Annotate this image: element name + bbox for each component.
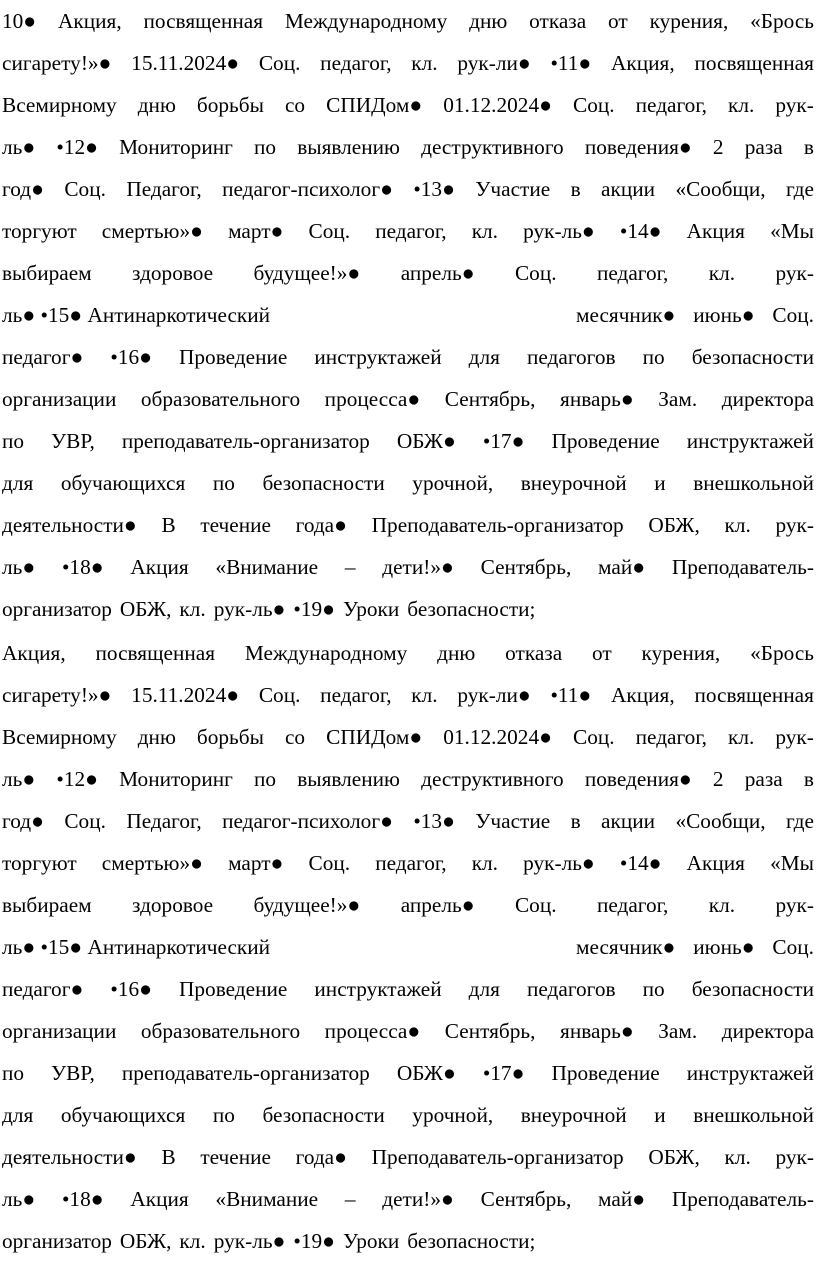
word: педагог, <box>635 93 707 117</box>
word: по <box>642 977 665 1001</box>
word: педагог, <box>320 683 392 707</box>
word: инструктажей <box>686 1061 814 1085</box>
text-line <box>2 378 814 420</box>
word: ль● <box>2 1187 36 1211</box>
word: •12● <box>56 135 98 159</box>
word: Соц. <box>258 51 301 75</box>
word: Соц. <box>308 851 351 875</box>
word: Международному <box>284 9 448 33</box>
word: Соц. <box>573 725 615 749</box>
word: Акция, <box>611 683 675 707</box>
word: курения, <box>641 641 721 665</box>
text-line <box>2 1178 814 1220</box>
word: педагог-психолог● <box>222 809 393 833</box>
word: со <box>284 725 306 749</box>
word: апрель● <box>400 261 475 285</box>
word: сигарету!»● <box>2 51 112 75</box>
word: кл. <box>724 513 751 537</box>
word: преподаватель-организатор <box>121 1061 370 1085</box>
word: для <box>468 977 500 1001</box>
word: организатор <box>2 597 112 621</box>
word: педагог, <box>635 725 707 749</box>
word: директора <box>721 1019 814 1043</box>
word: внеурочной <box>520 471 627 495</box>
word: «Мы <box>770 851 814 875</box>
word: педагогов <box>526 977 616 1001</box>
word: Проведение <box>551 1061 660 1085</box>
word: педагог, <box>320 51 392 75</box>
word: Преподаватель-организатор <box>371 513 624 537</box>
word: 01.12.2024● <box>443 725 552 749</box>
word: акции <box>601 809 656 833</box>
word: «Сообщи, <box>675 177 766 201</box>
word: сигарету!»● <box>2 683 112 707</box>
word: поведения● <box>584 135 692 159</box>
word: рук-ли● <box>457 51 531 75</box>
word: выявлению <box>297 135 400 159</box>
word: «Сообщи, <box>675 809 766 833</box>
word: Соц. <box>308 219 351 243</box>
word: рук- <box>775 261 814 285</box>
word: – <box>344 555 356 579</box>
word: 10● <box>2 9 37 33</box>
word: внешкольной <box>693 471 814 495</box>
word: Соц. <box>64 809 106 833</box>
word: инструктажей <box>314 977 442 1001</box>
word: в <box>570 809 581 833</box>
text-line <box>2 1220 814 1262</box>
word: акции <box>601 177 656 201</box>
word: •17● <box>482 429 525 453</box>
word: ОБЖ● <box>396 429 456 453</box>
text-line <box>2 842 814 884</box>
text-line <box>2 168 814 210</box>
text-line <box>2 716 814 758</box>
word: будущее!»● <box>253 893 361 917</box>
line-left-text: ль● •15● Антинаркотический <box>2 935 271 959</box>
word: Акция, <box>611 51 675 75</box>
word: рук- <box>775 513 814 537</box>
word: раза <box>744 135 783 159</box>
word: безопасности <box>262 1103 385 1127</box>
word: кл. <box>708 893 736 917</box>
word: Соц. <box>64 177 106 201</box>
text-line <box>2 210 814 252</box>
word: организатор <box>2 1229 112 1253</box>
word: июнь● <box>693 935 755 959</box>
text-line <box>2 632 814 674</box>
word: Мониторинг <box>119 767 233 791</box>
word: деятельности● <box>2 1145 137 1169</box>
word: безопасности <box>691 977 814 1001</box>
word: Уроки <box>343 1229 400 1253</box>
word: педагог● <box>2 977 84 1001</box>
word: по <box>2 1061 25 1085</box>
word: «Внимание <box>215 555 319 579</box>
word: урочной, <box>412 471 494 495</box>
word: ль● <box>2 767 36 791</box>
word: посвященная <box>694 51 814 75</box>
word: Всемирному <box>2 725 117 749</box>
word: Соц. <box>258 683 301 707</box>
word: Уроки <box>343 597 400 621</box>
word: педагог, <box>375 219 447 243</box>
word: в <box>803 135 814 159</box>
word: ль● <box>2 555 36 579</box>
word: педагог● <box>2 345 84 369</box>
word: смертью»● <box>101 851 203 875</box>
word: внеурочной <box>520 1103 627 1127</box>
word: будущее!»● <box>253 261 361 285</box>
word: по <box>2 429 25 453</box>
text-line <box>2 1136 814 1178</box>
word: рук-ли● <box>457 683 531 707</box>
word: для <box>2 1103 34 1127</box>
word: кл. <box>411 683 438 707</box>
word: рук- <box>775 725 814 749</box>
text-line <box>2 674 814 716</box>
word: безопасности; <box>407 597 536 621</box>
line-left-text: ль● •15● Антинаркотический <box>2 303 271 327</box>
word: «Мы <box>770 219 814 243</box>
word: Педагог, <box>126 177 202 201</box>
word: раза <box>744 767 783 791</box>
word: рук-ль● <box>523 851 595 875</box>
word: Всемирному <box>2 93 117 117</box>
text-line <box>2 84 814 126</box>
word: Сентябрь, <box>480 555 572 579</box>
word: дню <box>469 9 508 33</box>
word: Проведение <box>551 429 660 453</box>
word: от <box>592 641 612 665</box>
word: кл. <box>471 219 498 243</box>
text-line <box>2 1010 814 1052</box>
word: 15.11.2024● <box>131 683 240 707</box>
word: Соц. <box>514 261 557 285</box>
word: •18● <box>61 1187 104 1211</box>
word: посвященная <box>694 683 814 707</box>
word: здоровое <box>132 261 214 285</box>
word: Зам. <box>658 387 698 411</box>
word: •16● <box>110 345 152 369</box>
word: Соц. <box>514 893 557 917</box>
word: май● <box>598 555 646 579</box>
text-line <box>2 294 814 336</box>
word: Акция, <box>2 641 66 665</box>
word: где <box>785 177 814 201</box>
word: Соц. <box>573 93 615 117</box>
word: •11● <box>550 683 592 707</box>
word: «Брось <box>750 641 814 665</box>
word: УВР, <box>51 429 95 453</box>
word: Соц. <box>772 303 814 327</box>
word: 2 <box>712 135 724 159</box>
word: борьбы <box>196 93 264 117</box>
word: «Внимание <box>215 1187 319 1211</box>
word: здоровое <box>132 893 214 917</box>
word: течение <box>200 1145 271 1169</box>
word: дню <box>137 93 176 117</box>
word: •13● <box>413 809 455 833</box>
word: Акция <box>686 219 745 243</box>
word: •14● <box>619 219 662 243</box>
word: Преподаватель- <box>671 555 814 579</box>
word: течение <box>200 513 271 537</box>
word: Проведение <box>179 977 288 1001</box>
word: где <box>785 809 814 833</box>
word: образовательного <box>140 1019 301 1043</box>
word: Зам. <box>658 1019 698 1043</box>
word: со <box>284 93 306 117</box>
word: по <box>254 767 277 791</box>
word: обучающихся <box>60 471 186 495</box>
word: педагог, <box>375 851 447 875</box>
word: рук- <box>775 93 814 117</box>
word: январь● <box>560 1019 634 1043</box>
word: инструктажей <box>314 345 442 369</box>
word: март● <box>228 219 284 243</box>
word: май● <box>598 1187 646 1211</box>
word: педагог, <box>596 261 669 285</box>
text-line <box>2 252 814 294</box>
text-line <box>2 884 814 926</box>
word: год● <box>2 809 44 833</box>
word: Проведение <box>179 345 288 369</box>
word: месячник● <box>576 303 676 327</box>
word: борьбы <box>196 725 264 749</box>
word: рук-ль● <box>523 219 595 243</box>
word: Мониторинг <box>119 135 233 159</box>
word: Акция <box>130 555 189 579</box>
word: по <box>254 135 277 159</box>
word: по <box>642 345 665 369</box>
text-line <box>2 926 814 968</box>
word: июнь● <box>693 303 755 327</box>
word: кл. <box>179 1229 206 1253</box>
word: по <box>212 471 235 495</box>
word: СПИДом● <box>326 93 423 117</box>
word: ОБЖ, <box>648 1145 700 1169</box>
line-right-text <box>576 926 814 968</box>
word: – <box>344 1187 356 1211</box>
text-line <box>2 968 814 1010</box>
word: рук-ль● <box>213 597 286 621</box>
word: организации <box>2 387 117 411</box>
word: безопасности; <box>407 1229 536 1253</box>
text-line <box>2 800 814 842</box>
word: курения, <box>649 9 729 33</box>
word: •13● <box>413 177 455 201</box>
word: март● <box>228 851 284 875</box>
word: Соц. <box>772 935 814 959</box>
word: поведения● <box>584 767 692 791</box>
word: ОБЖ, <box>119 597 172 621</box>
word: УВР, <box>51 1061 95 1085</box>
text-line <box>2 336 814 378</box>
word: кл. <box>724 1145 751 1169</box>
word: Акция <box>130 1187 189 1211</box>
word: обучающихся <box>60 1103 186 1127</box>
word: 01.12.2024● <box>443 93 552 117</box>
word: В <box>161 513 176 537</box>
word: внешкольной <box>693 1103 814 1127</box>
word: ОБЖ, <box>648 513 700 537</box>
word: безопасности <box>262 471 385 495</box>
text-line <box>2 420 814 462</box>
word: Акция, <box>58 9 122 33</box>
word: года● <box>295 1145 348 1169</box>
word: дню <box>437 641 476 665</box>
word: Педагог, <box>126 809 202 833</box>
word: деструктивного <box>421 135 564 159</box>
word: Преподаватель-организатор <box>371 1145 624 1169</box>
word: •12● <box>56 767 98 791</box>
word: педагогов <box>526 345 616 369</box>
word: •14● <box>619 851 662 875</box>
word: кл. <box>728 725 755 749</box>
word: рук- <box>775 1145 814 1169</box>
word: от <box>608 9 628 33</box>
word: торгуют <box>2 851 77 875</box>
word: ль● <box>2 135 36 159</box>
word: кл. <box>728 93 755 117</box>
text-line <box>2 462 814 504</box>
line-right-text <box>576 294 814 336</box>
word: посвященная <box>143 9 264 33</box>
word: Преподаватель- <box>671 1187 814 1211</box>
word: Сентябрь, <box>444 1019 536 1043</box>
word: отказа <box>529 9 587 33</box>
word: Участие <box>475 177 551 201</box>
word: безопасности <box>691 345 814 369</box>
word: выбираем <box>2 893 92 917</box>
text-line <box>2 758 814 800</box>
word: Сентябрь, <box>480 1187 572 1211</box>
word: •17● <box>482 1061 525 1085</box>
word: В <box>161 1145 176 1169</box>
word: посвященная <box>95 641 215 665</box>
word: 2 <box>712 767 724 791</box>
word: Участие <box>475 809 551 833</box>
word: для <box>2 471 34 495</box>
word: «Брось <box>750 9 814 33</box>
word: педагог, <box>596 893 669 917</box>
word: СПИДом● <box>326 725 423 749</box>
word: дети!»● <box>382 555 454 579</box>
word: директора <box>721 387 814 411</box>
text-line <box>2 588 814 630</box>
word: •11● <box>550 51 592 75</box>
text-line <box>2 546 814 588</box>
word: отказа <box>505 641 563 665</box>
word: инструктажей <box>686 429 814 453</box>
word: года● <box>295 513 348 537</box>
text-line <box>2 1094 814 1136</box>
word: выявлению <box>297 767 400 791</box>
word: процесса● <box>324 1019 421 1043</box>
word: Акция <box>686 851 745 875</box>
word: январь● <box>560 387 634 411</box>
word: месячник● <box>576 935 676 959</box>
word: деятельности● <box>2 513 137 537</box>
word: год● <box>2 177 44 201</box>
word: выбираем <box>2 261 92 285</box>
word: организации <box>2 1019 117 1043</box>
word: образовательного <box>140 387 301 411</box>
word: кл. <box>179 597 206 621</box>
text-line <box>2 1052 814 1094</box>
word: кл. <box>411 51 438 75</box>
text-line <box>2 42 814 84</box>
word: апрель● <box>400 893 475 917</box>
word: кл. <box>471 851 498 875</box>
word: рук- <box>775 893 814 917</box>
word: урочной, <box>412 1103 494 1127</box>
word: для <box>468 345 500 369</box>
word: дети!»● <box>382 1187 454 1211</box>
word: в <box>570 177 581 201</box>
word: по <box>212 1103 235 1127</box>
word: 15.11.2024● <box>131 51 240 75</box>
word: процесса● <box>324 387 421 411</box>
word: ОБЖ● <box>396 1061 456 1085</box>
text-line <box>2 0 814 42</box>
word: и <box>654 471 666 495</box>
word: •16● <box>110 977 152 1001</box>
word: Международному <box>244 641 408 665</box>
word: торгуют <box>2 219 77 243</box>
text-line <box>2 504 814 546</box>
word: дню <box>137 725 176 749</box>
word: •19● <box>293 597 336 621</box>
word: •19● <box>293 1229 336 1253</box>
word: кл. <box>708 261 736 285</box>
word: рук-ль● <box>213 1229 286 1253</box>
word: ОБЖ, <box>119 1229 172 1253</box>
word: педагог-психолог● <box>222 177 393 201</box>
word: и <box>654 1103 666 1127</box>
word: Сентябрь, <box>444 387 536 411</box>
text-line <box>2 126 814 168</box>
word: преподаватель-организатор <box>121 429 370 453</box>
word: •18● <box>61 555 104 579</box>
word: в <box>803 767 814 791</box>
word: смертью»● <box>101 219 203 243</box>
word: деструктивного <box>421 767 564 791</box>
